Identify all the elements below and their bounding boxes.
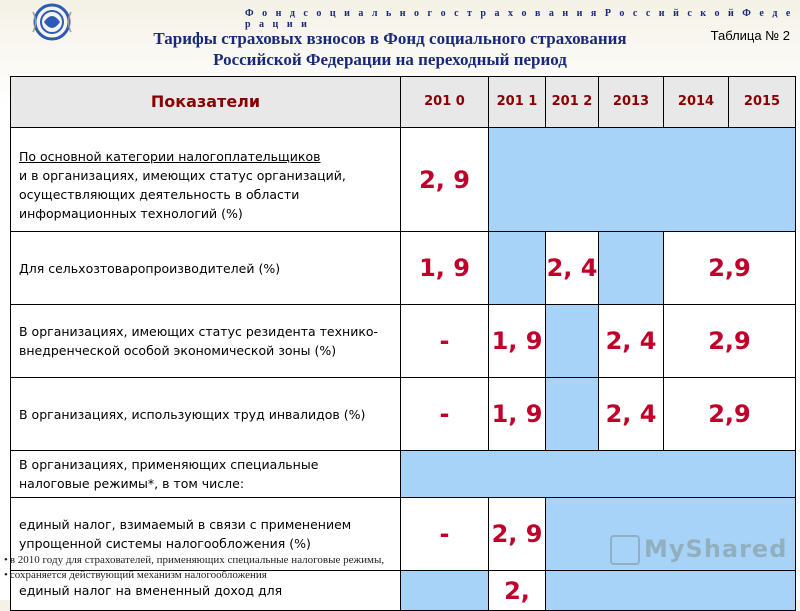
table-number-label: Таблица № 2 [710,28,790,43]
table-row [11,305,796,378]
value-2012: 2, 4 [546,232,599,305]
row-label-rest: и в организациях, имеющих статус организаций, осуществляющих деятельность в области информационных технологий (%) [19,168,346,221]
page-title [110,28,670,70]
watermark [610,535,787,565]
value-2011: 1, 9 [489,378,546,451]
value-2014-2015: 2,9 [664,305,796,378]
value-2010: - [401,498,489,571]
table-row [11,128,796,232]
value-2010: - [401,378,489,451]
blue-cell [546,305,599,378]
fund-name: Ф о н д с о ц и а л ь н о г о с т р а х о в а н и я Р о с с и й с к о й Ф е д е р а ц и и [245,8,794,30]
blue-cell [401,451,796,498]
row-label-disabled-labor: В организациях, использующих труд инвалидов (%) [11,378,401,451]
value-2013: 2, 4 [599,378,664,451]
value-2011: 2, 9 [489,498,546,571]
row-label-main-category [11,128,401,232]
header-year-2010: 201 0 [401,77,489,128]
value-2010: - [401,305,489,378]
value-2010: 1, 9 [401,232,489,305]
table-row [11,378,796,451]
table-row [11,232,796,305]
value-2010: 2, 9 [401,128,489,232]
table-row [11,451,796,498]
header-year-2015: 2015 [729,77,796,128]
tariffs-table [10,76,796,611]
value-2011: 1, 9 [489,305,546,378]
value-2013: 2, 4 [599,305,664,378]
value-2014-2015: 2,9 [664,378,796,451]
header-indicators: Показатели [11,77,401,128]
value-2011: 2, [489,571,546,611]
value-2014-2015: 2,9 [664,232,796,305]
blue-cell [489,128,796,232]
header-year-2011: 201 1 [489,77,546,128]
footnote-line-1: • в 2010 году для страхователей, применяющих специальные налоговые режимы, [4,553,524,568]
row-label-special-regimes: В организациях, применяющих специальные налоговые режимы*, в том числе: [11,451,401,498]
table-header-row [11,77,796,128]
blue-cell [599,232,664,305]
title-line-2: Российской Федерации на переходный период [213,50,567,69]
header-year-2013: 2013 [599,77,664,128]
row-label-simplified-tax: единый налог, взимаемый в связи с применением упрощенной системы налогообложения (%) [11,498,401,571]
header-year-2014: 2014 [664,77,729,128]
row-label-tech-zone: В организациях, имеющих статус резидента технико-внедренческой особой экономической зоны (%) [11,305,401,378]
blue-cell [546,378,599,451]
fss-logo [30,2,74,42]
watermark-text: MyShared [644,535,788,563]
blue-cell [546,571,796,611]
footnote-line-2: • сохраняется действующий механизм налогообложения [4,568,524,583]
row-label-imputed-income: единый налог на вмененный доход для [11,571,401,611]
blue-cell [489,232,546,305]
watermark-icon [610,535,640,565]
title-line-1: Тарифы страховых взносов в Фонд социального страхования [153,29,627,48]
header-year-2012: 201 2 [546,77,599,128]
row-label-underlined: По основной категории налогоплательщиков [19,149,321,164]
footnote [4,553,524,583]
row-label-agricultural: Для сельхозтоваропроизводителей (%) [11,232,401,305]
